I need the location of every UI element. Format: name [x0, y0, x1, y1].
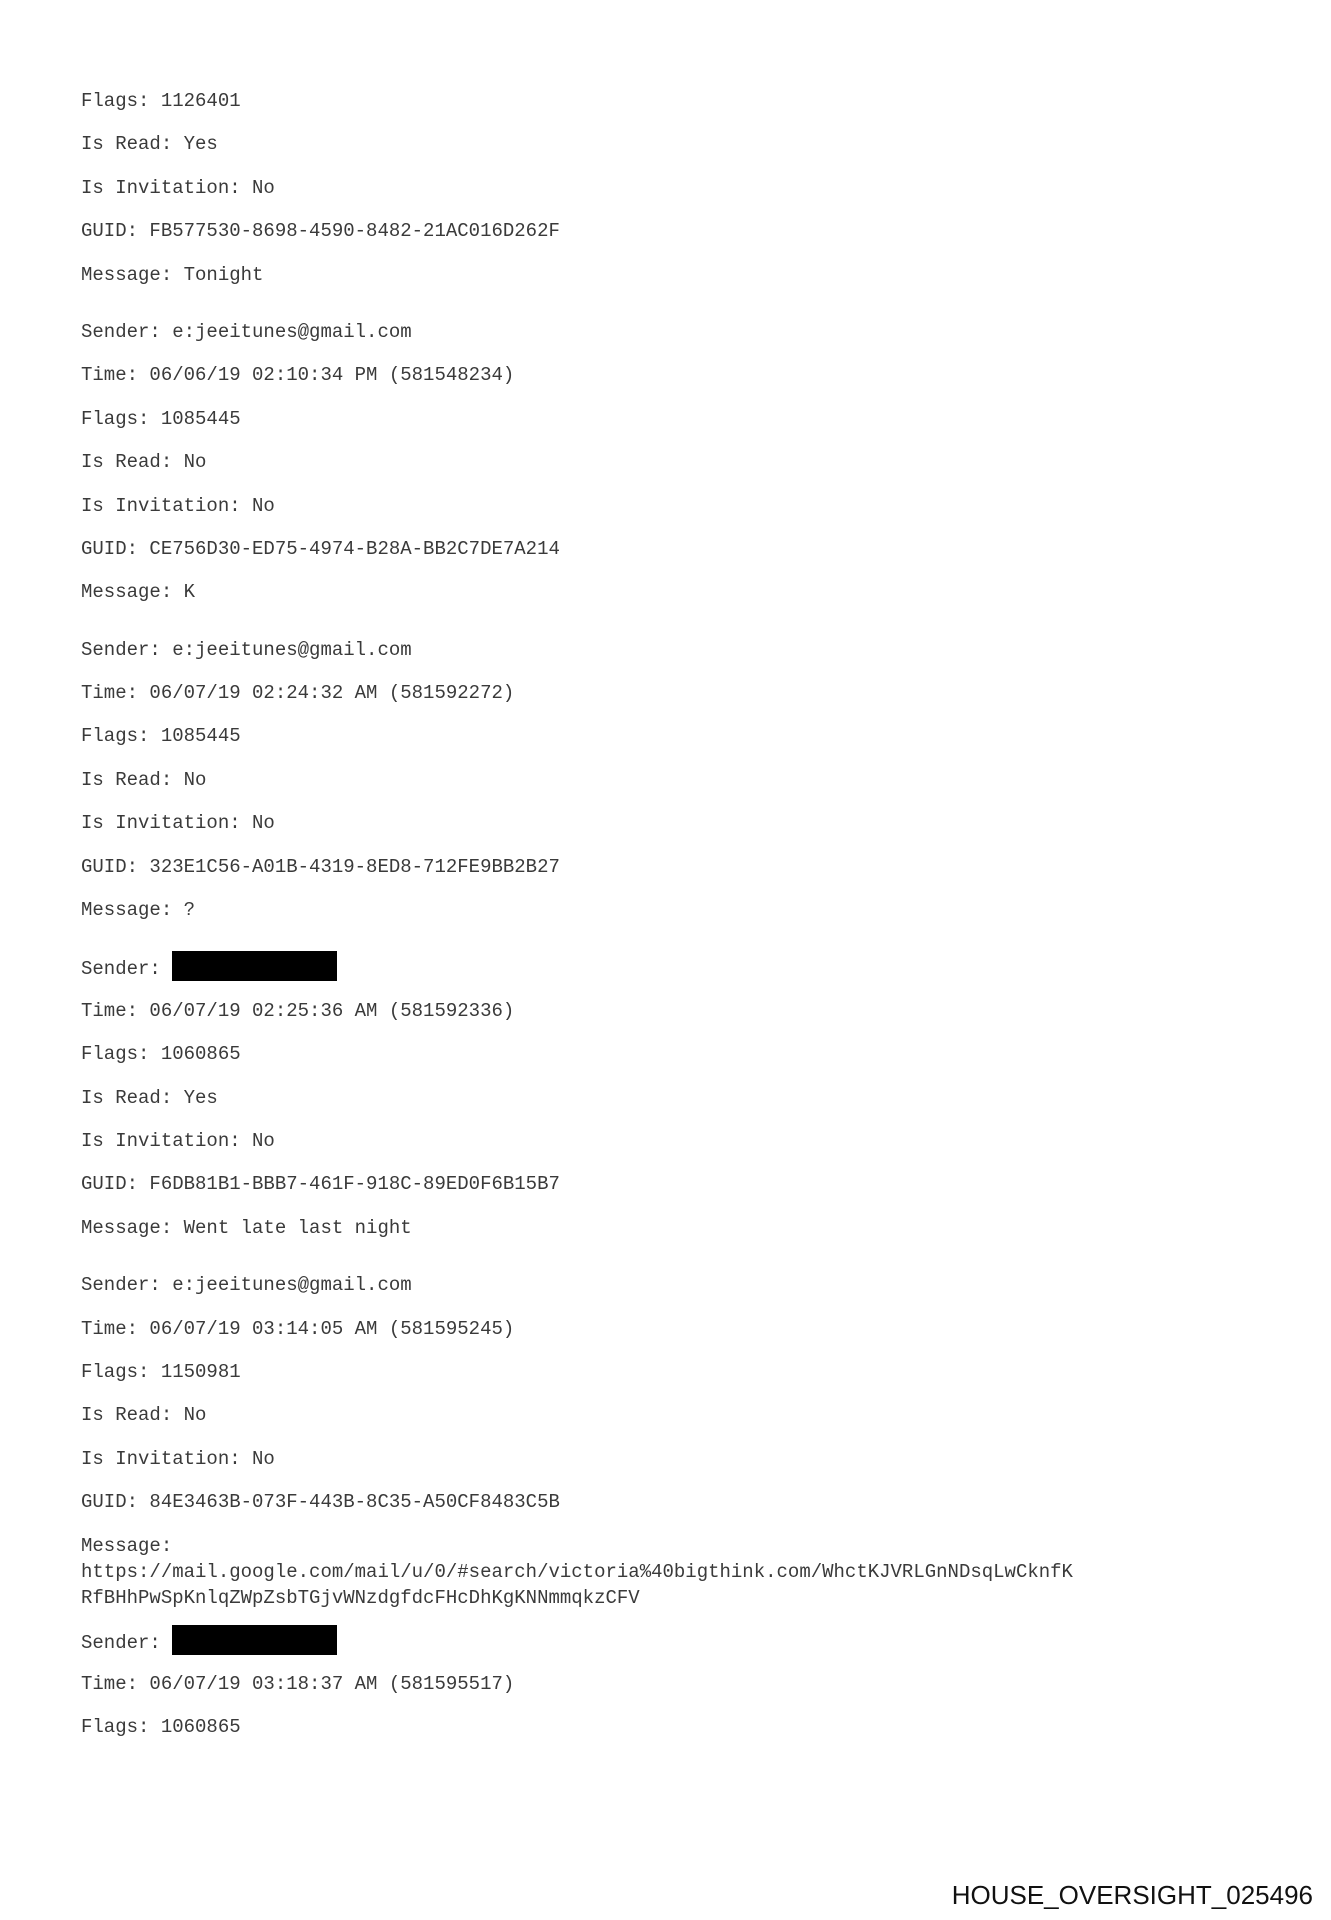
flags-line: Flags: 1060865 — [81, 1716, 241, 1739]
message-url-line-2: RfBHhPwSpKnlqZWpZsbTGjvWNzdgfdcFHcDhKgKNNmmqkzCFV — [81, 1586, 640, 1609]
message-label: Message: — [81, 1534, 173, 1557]
is-invitation-line: Is Invitation: No — [81, 176, 275, 199]
message-url-line-1: https://mail.google.com/mail/u/0/#search/victoria%40bigthink.com/WhctKJVRLGnNDsqLwCknfK — [81, 1560, 1073, 1583]
message-line: Message: Tonight — [81, 263, 264, 286]
message-line: Message: ? — [81, 899, 196, 922]
sender-line: Sender: e:jeeitunes@gmail.com — [81, 638, 412, 661]
is-read-line: Is Read: No — [81, 768, 207, 791]
is-read-line: Is Read: No — [81, 451, 207, 474]
flags-line: Flags: 1126401 — [81, 90, 241, 112]
guid-line: GUID: FB577530-8698-4590-8482-21AC016D262F — [81, 220, 560, 243]
time-line: Time: 06/07/19 02:25:36 AM (581592336) — [81, 999, 515, 1022]
message-record — [81, 637, 1261, 941]
guid-line: GUID: CE756D30-ED75-4974-B28A-BB2C7DE7A214 — [81, 537, 560, 560]
time-line: Time: 06/07/19 03:18:37 AM (581595517) — [81, 1672, 515, 1695]
sender-line: Sender: e:jeeitunes@gmail.com — [81, 320, 412, 343]
is-invitation-line: Is Invitation: No — [81, 1447, 275, 1470]
sender-line — [81, 954, 1261, 997]
sender-label: Sender: — [81, 958, 173, 981]
message-record — [81, 319, 1261, 623]
redaction-box — [172, 1625, 337, 1655]
message-line: Message: K — [81, 581, 196, 604]
is-invitation-line: Is Invitation: No — [81, 812, 275, 835]
guid-line: GUID: 84E3463B-073F-443B-8C35-A50CF8483C5B — [81, 1491, 560, 1514]
sender-label: Sender: — [81, 1631, 173, 1654]
is-read-line: Is Read: Yes — [81, 1086, 218, 1109]
flags-line: Flags: 1150981 — [81, 1360, 241, 1383]
is-invitation-line: Is Invitation: No — [81, 494, 275, 517]
time-line: Time: 06/07/19 02:24:32 AM (581592272) — [81, 682, 515, 705]
is-read-line: Is Read: No — [81, 1404, 207, 1427]
message-record — [81, 88, 1261, 305]
is-invitation-line: Is Invitation: No — [81, 1129, 275, 1152]
redaction-box — [172, 951, 337, 981]
message-record — [81, 954, 1261, 1258]
message-record — [81, 1628, 1261, 1758]
time-line: Time: 06/06/19 02:10:34 PM (581548234) — [81, 364, 515, 387]
is-read-line: Is Read: Yes — [81, 133, 218, 156]
bates-number: HOUSE_OVERSIGHT_025496 — [951, 1880, 1313, 1910]
message-line: Message: Went late last night — [81, 1216, 412, 1239]
guid-line: GUID: F6DB81B1-BBB7-461F-918C-89ED0F6B15B7 — [81, 1173, 560, 1196]
message-block — [81, 1533, 1261, 1611]
sender-line — [81, 1628, 1261, 1671]
sender-line: Sender: e:jeeitunes@gmail.com — [81, 1274, 412, 1297]
guid-line: GUID: 323E1C56-A01B-4319-8ED8-712FE9BB2B27 — [81, 855, 560, 878]
message-records — [81, 88, 1261, 1772]
flags-line: Flags: 1085445 — [81, 725, 241, 748]
flags-line: Flags: 1060865 — [81, 1043, 241, 1066]
message-record — [81, 1272, 1261, 1610]
time-line: Time: 06/07/19 03:14:05 AM (581595245) — [81, 1317, 515, 1340]
flags-line: Flags: 1085445 — [81, 407, 241, 430]
